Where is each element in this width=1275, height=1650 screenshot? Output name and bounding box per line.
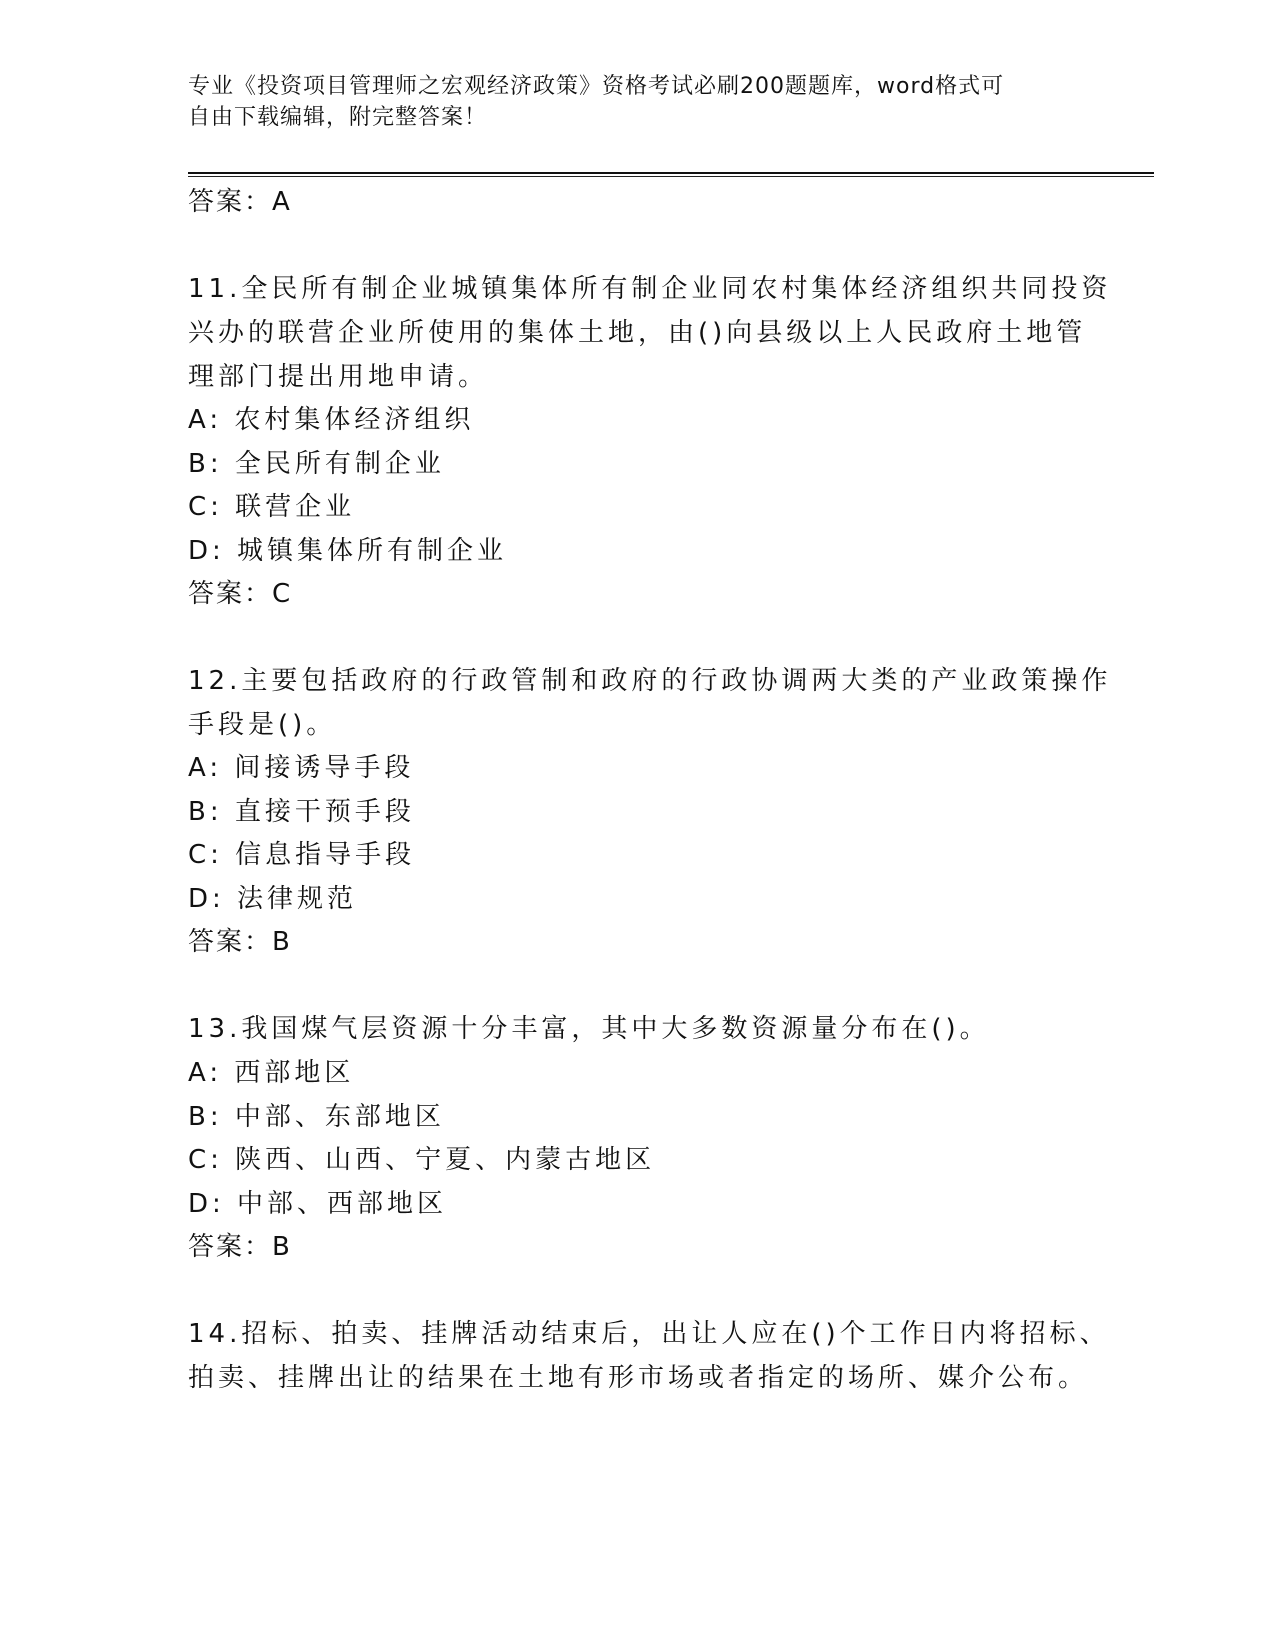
question-12-line-1: 12.主要包括政府的行政管制和政府的行政协调两大类的产业政策操作 — [188, 666, 1112, 696]
question-14-line-1: 14.招标、拍卖、挂牌活动结束后，出让人应在()个工作日内将招标、 — [188, 1319, 1110, 1349]
question-13-option-d: D: 中部、西部地区 — [188, 1189, 448, 1219]
question-13-option-a: A: 西部地区 — [188, 1058, 355, 1088]
question-12-line-2: 手段是()。 — [188, 710, 337, 740]
question-12-option-c: C: 信息指导手段 — [188, 840, 416, 870]
header-title-line-2: 自由下载编辑，附完整答案！ — [188, 105, 488, 130]
question-11-line-3: 理部门提出用地申请。 — [188, 362, 489, 392]
question-11-line-1: 11.全民所有制企业城镇集体所有制企业同农村集体经济组织共同投资 — [188, 274, 1112, 304]
question-13-option-b: B: 中部、东部地区 — [188, 1102, 445, 1132]
answer-13: 答案：B — [188, 1232, 292, 1262]
question-11-option-a: A: 农村集体经济组织 — [188, 405, 475, 435]
question-14-line-2: 拍卖、挂牌出让的结果在土地有形市场或者指定的场所、媒介公布。 — [188, 1363, 1089, 1393]
question-12-option-a: A: 间接诱导手段 — [188, 753, 415, 783]
header-divider-bottom — [188, 176, 1154, 177]
answer-12: 答案：B — [188, 927, 292, 957]
question-13-option-c: C: 陕西、山西、宁夏、内蒙古地区 — [188, 1145, 656, 1175]
question-12-option-b: B: 直接干预手段 — [188, 797, 415, 827]
header-title-line-1: 专业《投资项目管理师之宏观经济政策》资格考试必刷200题题库，word格式可 — [188, 74, 1005, 99]
question-11-option-b: B: 全民所有制企业 — [188, 449, 445, 479]
answer-10: 答案：A — [188, 187, 292, 217]
question-11-line-2: 兴办的联营企业所使用的集体土地，由()向县级以上人民政府土地管 — [188, 318, 1087, 348]
question-13-line-1: 13.我国煤气层资源十分丰富，其中大多数资源量分布在()。 — [188, 1014, 990, 1044]
answer-11: 答案：C — [188, 579, 293, 609]
question-11-option-c: C: 联营企业 — [188, 492, 356, 522]
header-divider-top — [188, 172, 1154, 174]
question-11-option-d: D: 城镇集体所有制企业 — [188, 536, 508, 566]
question-12-option-d: D: 法律规范 — [188, 884, 358, 914]
